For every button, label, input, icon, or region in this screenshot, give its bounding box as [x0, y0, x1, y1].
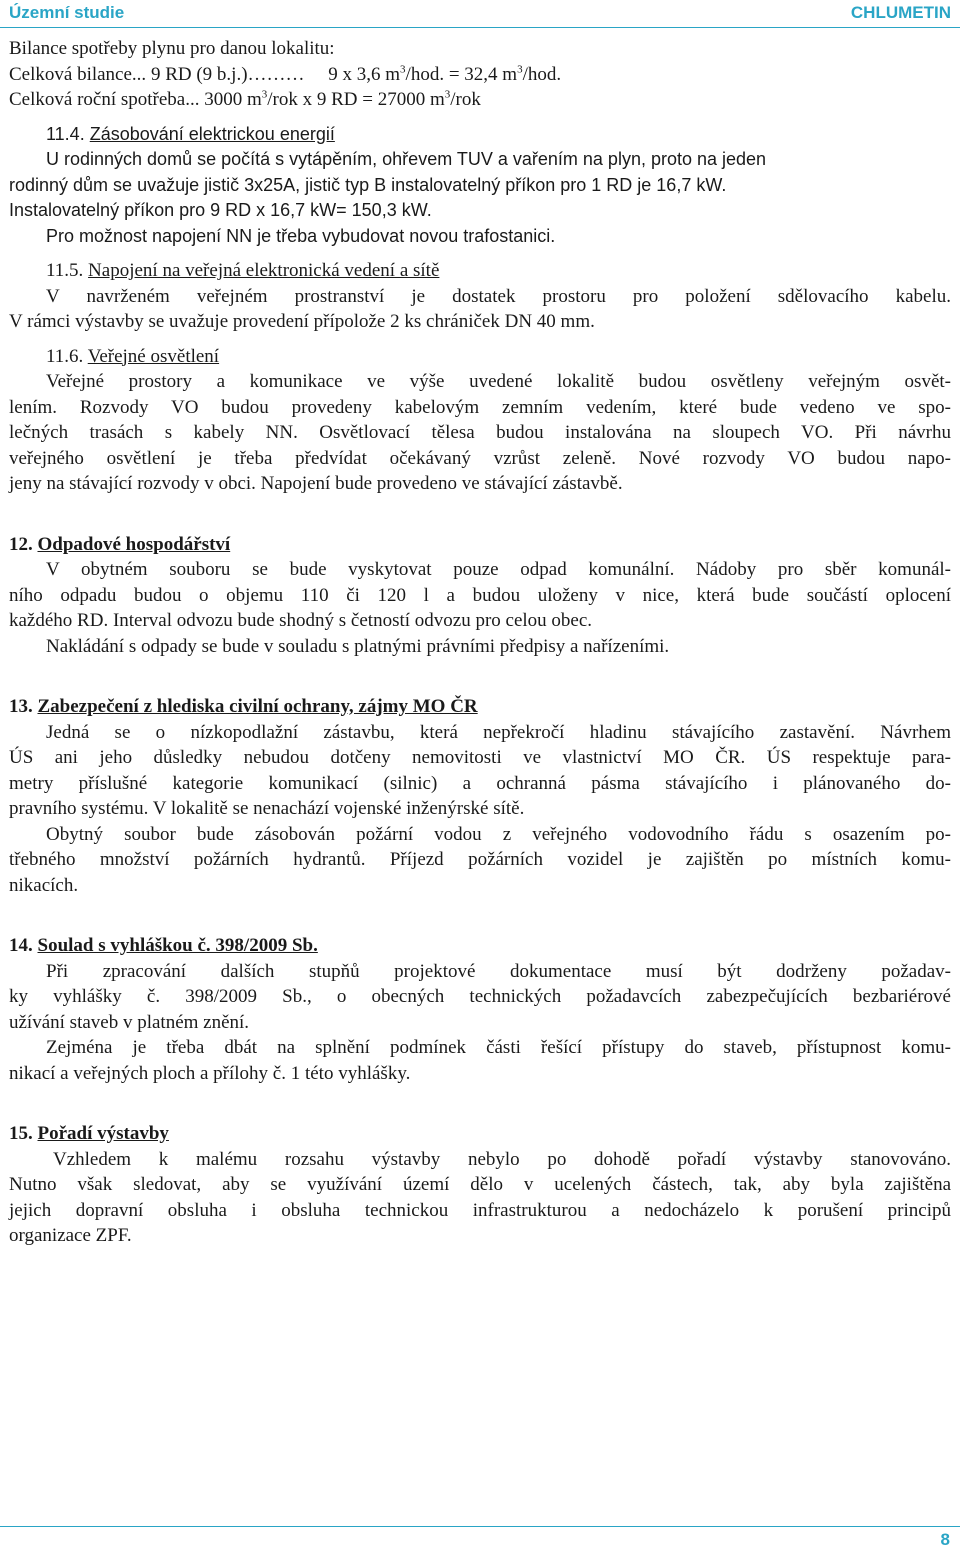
paragraph-line: pravního systému. V lokalitě se nenachází vojenské inženýrské sítě.	[9, 798, 525, 819]
paragraph-line: třebného množství požárních hydrantů. Příjezd požárních vozidel je zajištěn po místních komu-	[9, 849, 951, 870]
section-heading: 11.4. Zásobování elektrickou energií	[46, 123, 335, 144]
paragraph-line: ního odpadu budou o objemu 110 či 120 l a budou uloženy v nice, která bude součástí oplocení	[9, 584, 951, 606]
section-heading: 12. Odpadové hospodářství	[9, 533, 231, 555]
paragraph-line: organizace ZPF.	[9, 1225, 132, 1246]
paragraph-line: V navrženém veřejném prostranství je dostatek prostoru pro položení sdělovacího kabelu.	[46, 285, 951, 307]
section-title: Zásobování elektrickou energií	[89, 123, 335, 144]
section-title: Pořadí výstavby	[37, 1123, 169, 1144]
section-11-5	[9, 258, 951, 335]
gas-balance-title: Bilance spotřeby plynu pro danou lokalitu:	[9, 38, 335, 59]
section-heading: 13. Zabezpečení z hlediska civilní ochrany, zájmy MO ČR	[9, 696, 478, 717]
section-heading: 11.5. Napojení na veřejná elektronická vedení a sítě	[46, 260, 440, 281]
paragraph-line: U rodinných domů se počítá s vytápěním, ohřevem TUV a vařením na plyn, proto na jeden	[46, 149, 767, 169]
paragraph-line: jejich dopravní obsluha i obsluha technickou infrastrukturou a nedocházelo k porušení principů	[9, 1199, 951, 1221]
paragraph-line: jeny na stávající rozvody v obci. Napojení bude provedeno ve stávající zástavbě.	[9, 473, 623, 494]
section-heading: 15. Pořadí výstavby	[9, 1123, 169, 1144]
paragraph-line: každého RD. Interval odvozu bude shodný s četností odvozu pro celou obec.	[9, 610, 593, 631]
section-12	[9, 532, 951, 660]
paragraph-line: ÚS ani jeho důsledky nebudou dotčeny nemovitosti ve vlastnictví MO ČR. ÚS respektuje para-	[9, 747, 951, 768]
paragraph-line: Veřejné prostory a komunikace ve výše uvedené lokalitě budou osvětleny veřejným osvět-	[46, 371, 951, 392]
paragraph-line: Při zpracování dalších stupňů projektové dokumentace musí být dodrženy požadav-	[46, 960, 951, 982]
section-11-4	[9, 122, 951, 250]
section-title: Zabezpečení z hlediska civilní ochrany, zájmy MO ČR	[37, 696, 478, 717]
paragraph-line: Jedná se o nízkopodlažní zástavbu, která nepřekročí hladinu stávajícího zastavění. Návrhem	[46, 721, 951, 743]
paragraph-line: Zejména je třeba dbát na splnění podmínek části řešící přístupy do staveb, přístupnost komu-	[46, 1037, 951, 1058]
paragraph-line: metry příslušné kategorie komunikací (silnic) a ochranná pásma stávajícího i plánovaného do-	[9, 772, 951, 794]
paragraph-line: V rámci výstavby se uvažuje provedení přípolože 2 ks chrániček DN 40 mm.	[9, 311, 595, 332]
paragraph-line: užívání staveb v platném znění.	[9, 1011, 250, 1033]
paragraph-line: Obytný soubor bude zásobován požární vodou z veřejného vodovodního řádu s osazením po-	[46, 823, 951, 845]
project-name: CHLUMETIN	[850, 3, 951, 22]
gas-balance-block	[9, 36, 951, 113]
paragraph-line: rodinný dům se uvažuje jistič 3x25A, jistič typ B instalovatelný příkon pro 1 RD je 16,7 kW.	[9, 174, 727, 195]
section-title: Soulad s vyhláškou č. 398/2009 Sb.	[37, 935, 318, 956]
paragraph-line: veřejného osvětlení je třeba předvídat očekávaný vzrůst zeleně. Nové rozvody VO budou napo-	[9, 447, 951, 469]
section-title: Veřejné osvětlení	[87, 345, 220, 367]
paragraph-line: Nutno však sledovat, aby se využívání území dělo v ucelených částech, tak, aby byla zajištěna	[9, 1174, 951, 1195]
section-11-6	[9, 344, 951, 497]
section-title: Napojení na veřejná elektronická vedení a sítě	[88, 260, 440, 281]
gas-total-line: Celková bilance... 9 RD (9 b.j.)……… 9 x 3,6 $m^3$/hod. = 32,4 $m^3$/hod.	[9, 63, 562, 85]
footer-divider	[0, 1526, 960, 1527]
section-title: Odpadové hospodářství	[37, 533, 231, 555]
section-heading: 14. Soulad s vyhláškou č. 398/2009 Sb.	[9, 935, 318, 956]
paragraph-line: nikací a veřejných ploch a přílohy č. 1 této vyhlášky.	[9, 1062, 411, 1084]
section-heading: 11.6. Veřejné osvětlení	[46, 345, 220, 367]
section-14	[9, 933, 951, 1086]
paragraph-line: lením. Rozvody VO budou provedeny kabelovým zemním vedením, které bude vedeno ve spo-	[9, 396, 951, 418]
page-header	[0, 0, 960, 28]
section-15	[9, 1121, 951, 1249]
document-title: Územní studie	[9, 3, 125, 22]
paragraph-line: Pro možnost napojení NN je třeba vybudovat novou trafostanici.	[46, 225, 556, 246]
paragraph-line: nikacích.	[9, 874, 79, 896]
header-divider	[0, 27, 960, 28]
paragraph-line: ky vyhlášky č. 398/2009 Sb., o obecných technických požadavcích zabezpečujících bezbariérové	[9, 986, 951, 1007]
paragraph-line: Vzhledem k malému rozsahu výstavby nebylo po dohodě pořadí výstavby stanovováno.	[53, 1148, 951, 1170]
paragraph-line: lečných trasách s kabely NN. Osvětlovací tělesa budou instalována na sloupech VO. Při návrhu	[9, 422, 951, 443]
paragraph-line: Instalovatelný příkon pro 9 RD x 16,7 kW= 150,3 kW.	[9, 200, 432, 220]
paragraph-line: Nakládání s odpady se bude v souladu s platnými právními předpisy a nařízeními.	[46, 635, 670, 657]
section-13	[9, 694, 951, 898]
page-content	[9, 36, 951, 1249]
gas-annual-line: Celková roční spotřeba... 3000 $m^3$/rok x 9 RD = 27000 $m^3$/rok	[9, 88, 481, 110]
page-number: 8	[940, 1530, 950, 1549]
paragraph-line: V obytném souboru se bude vyskytovat pouze odpad komunální. Nádoby pro sběr komunál-	[46, 559, 951, 580]
